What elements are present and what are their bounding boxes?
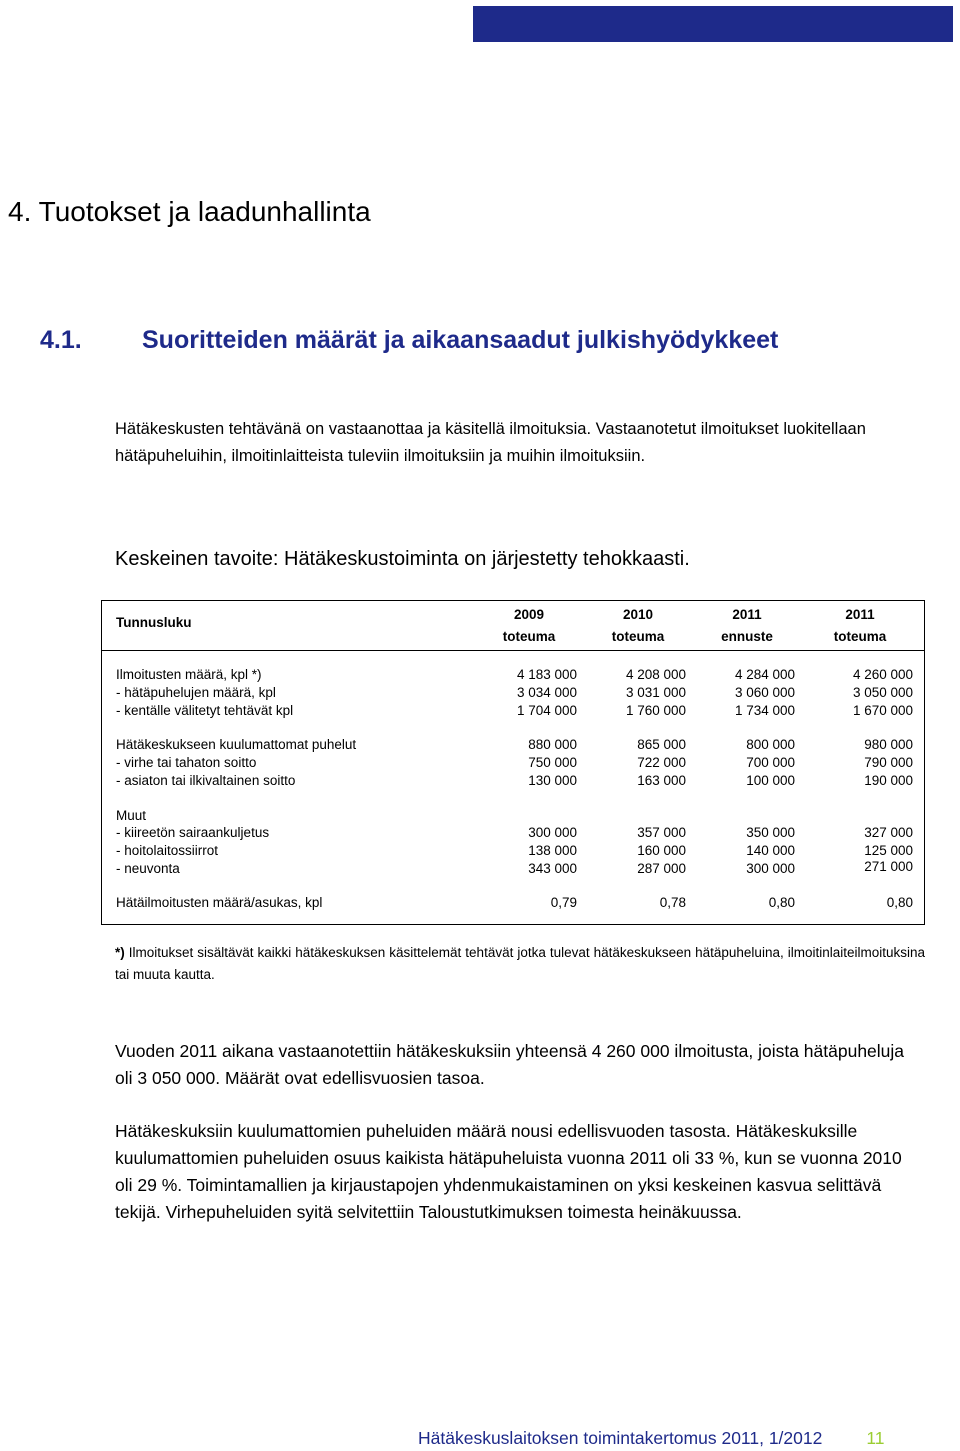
table-cell: 1 760 000 <box>625 703 686 718</box>
body-paragraph-1: Vuoden 2011 aikana vastaanotettiin hätäkeskuksiin yhteensä 4 260 000 ilmoitusta, joista hätäpuheluja oli 3 050 000. Määrät ovat edellisvuosien tasoa. <box>115 1041 905 1088</box>
kpi-table <box>101 600 925 925</box>
table-cell: 4 208 000 <box>625 667 686 682</box>
section-heading <box>40 326 778 355</box>
table-cell: 140 000 <box>746 843 795 858</box>
table-cell: 800 000 <box>746 737 795 752</box>
goal-statement: Keskeinen tavoite: Hätäkeskustoiminta on järjestetty tehokkaasti. <box>115 548 690 570</box>
col-type-2009: toteuma <box>502 629 556 644</box>
section-title: Suoritteiden määrät ja aikaansaadut julkishyödykkeet <box>142 326 779 354</box>
table-cell: 125 000 <box>864 843 913 858</box>
col-type-2011-forecast: ennuste <box>721 629 773 644</box>
footer-title: Hätäkeskuslaitoksen toimintakertomus 2011, 1/2012 <box>418 1428 823 1448</box>
table-cell: 190 000 <box>864 773 913 788</box>
page-number: 11 <box>866 1428 885 1448</box>
page-heading: 4. Tuotokset ja laadunhallinta <box>8 196 371 227</box>
col-type-2011-actual: toteuma <box>833 629 887 644</box>
table-cell: 100 000 <box>746 773 795 788</box>
row-label-advice: - neuvonta <box>116 861 180 876</box>
table-footnote <box>115 942 925 986</box>
row-label-non-urgent-ambulance: - kiireetön sairaankuljetus <box>116 825 270 840</box>
table-cell: 1 670 000 <box>852 703 913 718</box>
table-cell: 271 000 <box>864 859 913 874</box>
table-cell: 3 031 000 <box>625 685 686 700</box>
row-label-notifications-total: Ilmoitusten määrä, kpl *) <box>116 667 262 682</box>
footnote-text: Ilmoitukset sisältävät kaikki hätäkeskuksen käsittelemät tehtävät jotka tulevat hätäkeskukseen hätäpuheluina, ilmoitinlaiteilmoituksina tai muuta kautta. <box>115 945 925 982</box>
table-cell: 4 183 000 <box>516 667 577 682</box>
table-cell: 3 060 000 <box>734 685 795 700</box>
row-label-per-resident: Hätäilmoitusten määrä/asukas, kpl <box>116 895 323 910</box>
row-label-emergency-calls: - hätäpuhelujen määrä, kpl <box>116 685 276 700</box>
col-type-2010: toteuma <box>611 629 665 644</box>
table-cell: 0,79 <box>550 895 577 910</box>
body-paragraph-2: Hätäkeskuksiin kuulumattomien puheluiden määrä nousi edellisvuoden tasosta. Hätäkeskuksille kuulumattomien puheluiden osuus kaikista hätäpuheluista vuonna 2011 oli 33 %, kun se vuonna 2010 oli 29 %. Toimintamallien ja kirjaustapojen yhdenmukaistaminen on yksi keskeinen kasvua selittävä tekijä. Virhepuheluiden syitä selvitettiin Taloustutkimuksen toimesta heinäkuussa. <box>115 1121 902 1222</box>
table-cell: 160 000 <box>637 843 686 858</box>
intro-paragraph: Hätäkeskusten tehtävänä on vastaanottaa ja käsitellä ilmoituksia. Vastaanotetut ilmoitukset luokitellaan hätäpuheluihin, ilmoitinlaitteista tuleviin ilmoituksiin ja muihin ilmoituksiin. <box>115 420 866 465</box>
table-cell: 1 704 000 <box>516 703 577 718</box>
table-cell: 790 000 <box>864 755 913 770</box>
table-cell: 3 034 000 <box>516 685 577 700</box>
table-cell: 130 000 <box>528 773 577 788</box>
row-label-non-emergency-calls: Hätäkeskukseen kuulumattomat puhelut <box>116 737 357 752</box>
col-year-2010: 2010 <box>622 607 654 622</box>
table-cell: 163 000 <box>637 773 686 788</box>
header-logo-bar <box>473 6 953 42</box>
table-cell: 327 000 <box>864 825 913 840</box>
col-year-2009: 2009 <box>513 607 545 622</box>
table-cell: 0,80 <box>886 895 913 910</box>
table-cell: 343 000 <box>528 861 577 876</box>
table-cell: 0,80 <box>768 895 795 910</box>
table-cell: 4 260 000 <box>852 667 913 682</box>
table-cell: 138 000 <box>528 843 577 858</box>
page-footer <box>418 1428 885 1449</box>
table-cell: 287 000 <box>637 861 686 876</box>
table-cell: 980 000 <box>864 737 913 752</box>
row-label-care-transfers: - hoitolaitossiirrot <box>116 843 219 858</box>
table-cell: 350 000 <box>746 825 795 840</box>
row-label-malicious-calls: - asiaton tai ilkivaltainen soitto <box>116 773 296 788</box>
table-cell: 300 000 <box>528 825 577 840</box>
row-label-other: Muut <box>116 808 147 823</box>
table-cell: 0,78 <box>659 895 686 910</box>
table-title: Tunnusluku <box>116 615 192 630</box>
table-cell: 1 734 000 <box>734 703 795 718</box>
col-year-2011-actual: 2011 <box>845 607 875 622</box>
table-cell: 700 000 <box>746 755 795 770</box>
footnote-marker: *) <box>115 945 125 960</box>
row-label-accidental-calls: - virhe tai tahaton soitto <box>116 755 257 770</box>
col-year-2011-forecast: 2011 <box>732 607 762 622</box>
table-cell: 722 000 <box>637 755 686 770</box>
table-cell: 750 000 <box>528 755 577 770</box>
table-cell: 300 000 <box>746 861 795 876</box>
table-header-divider <box>102 650 924 651</box>
row-label-field-tasks: - kentälle välitetyt tehtävät kpl <box>116 703 294 718</box>
table-cell: 4 284 000 <box>734 667 795 682</box>
table-cell: 357 000 <box>637 825 686 840</box>
table-cell: 880 000 <box>528 737 577 752</box>
table-cell: 3 050 000 <box>852 685 913 700</box>
section-number: 4.1. <box>40 326 82 354</box>
table-cell: 865 000 <box>637 737 686 752</box>
